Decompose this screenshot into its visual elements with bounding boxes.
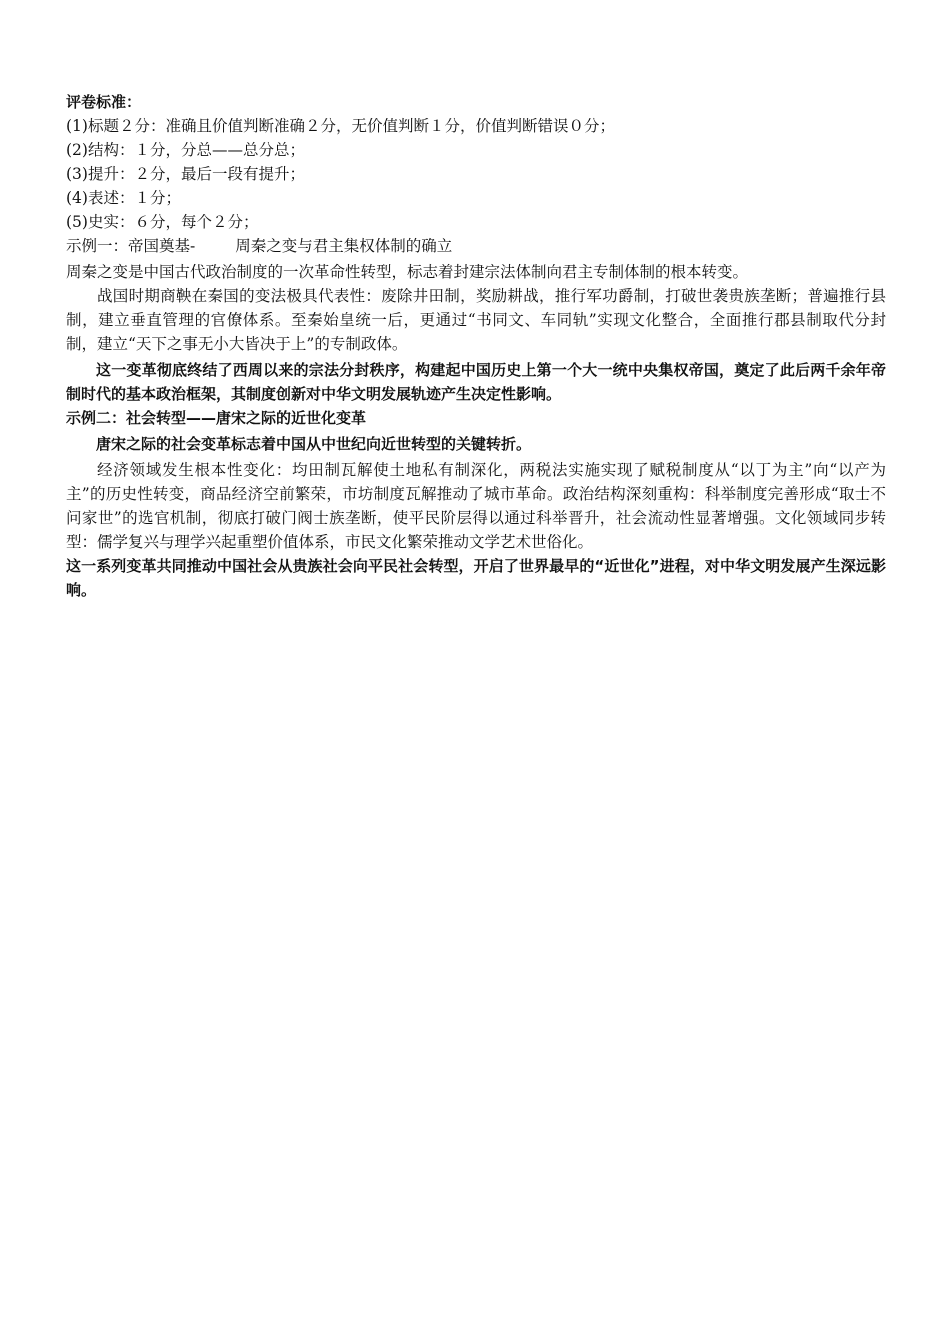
example1-label: 示例一：帝国奠基- [66,237,196,255]
grading-heading: 评卷标准： [66,93,142,111]
criterion-expression: (4)表述：１分； [66,189,181,207]
document-page [66,90,886,602]
criterion-title: (1)标题２分：准确且价值判断准确２分，无价值判断１分，价值判断错误０分； [66,117,615,135]
example1-conclusion: 这一变革彻底终结了西周以来的宗法分封秩序，构建起中国历史上第一个大一统中央集权帝国，奠定了此后两千余年帝制时代的基本政治框架，其制度创新对中华文明发展轨迹产生决定性影响。 [66,361,886,403]
example1-body: 战国时期商鞅在秦国的变法极具代表性：废除井田制，奖励耕战，推行军功爵制，打破世袭贵族垄断；普遍推行县制，建立垂直管理的官僚体系。至秦始皇统一后，更通过“书同文、车同轨”实现文化整合，全面推行郡县制取代分封制，建立“天下之事无小大皆决于上”的专制政体。 [66,287,886,353]
criterion-elevation: (3)提升：２分，最后一段有提升； [66,165,305,183]
criterion-facts: (5)史实：６分，每个２分； [66,213,259,231]
example1-heading [66,234,886,258]
example1-title: 周秦之变与君主集权体制的确立 [235,237,453,255]
example2-heading: 示例二：社会转型——唐宋之际的近世化变革 [66,409,367,427]
example2-body: 经济领域发生根本性变化：均田制瓦解使土地私有制深化，两税法实施实现了赋税制度从“以丁为主”向“以产为主”的历史性转变，商品经济空前繁荣，市坊制度瓦解推动了城市革命。政治结构深刻重构：科举制度完善形成“取士不问家世”的选官机制，彻底打破门阀士族垄断，使平民阶层得以通过科举晋升，社会流动性显著增强。文化领域同步转型：儒学复兴与理学兴起重塑价值体系，市民文化繁荣推动文学艺术世俗化。 [66,461,886,551]
criterion-structure: (2)结构：１分，分总——总分总； [66,141,305,159]
example2-intro: 唐宋之际的社会变革标志着中国从中世纪向近世转型的关键转折。 [96,435,532,453]
example2-conclusion: 这一系列变革共同推动中国社会从贵族社会向平民社会转型，开启了世界最早的“近世化”进程，对中华文明发展产生深远影响。 [66,557,886,599]
example1-intro: 周秦之变是中国古代政治制度的一次革命性转型，标志着封建宗法体制向君主专制体制的根本转变。 [66,263,749,281]
